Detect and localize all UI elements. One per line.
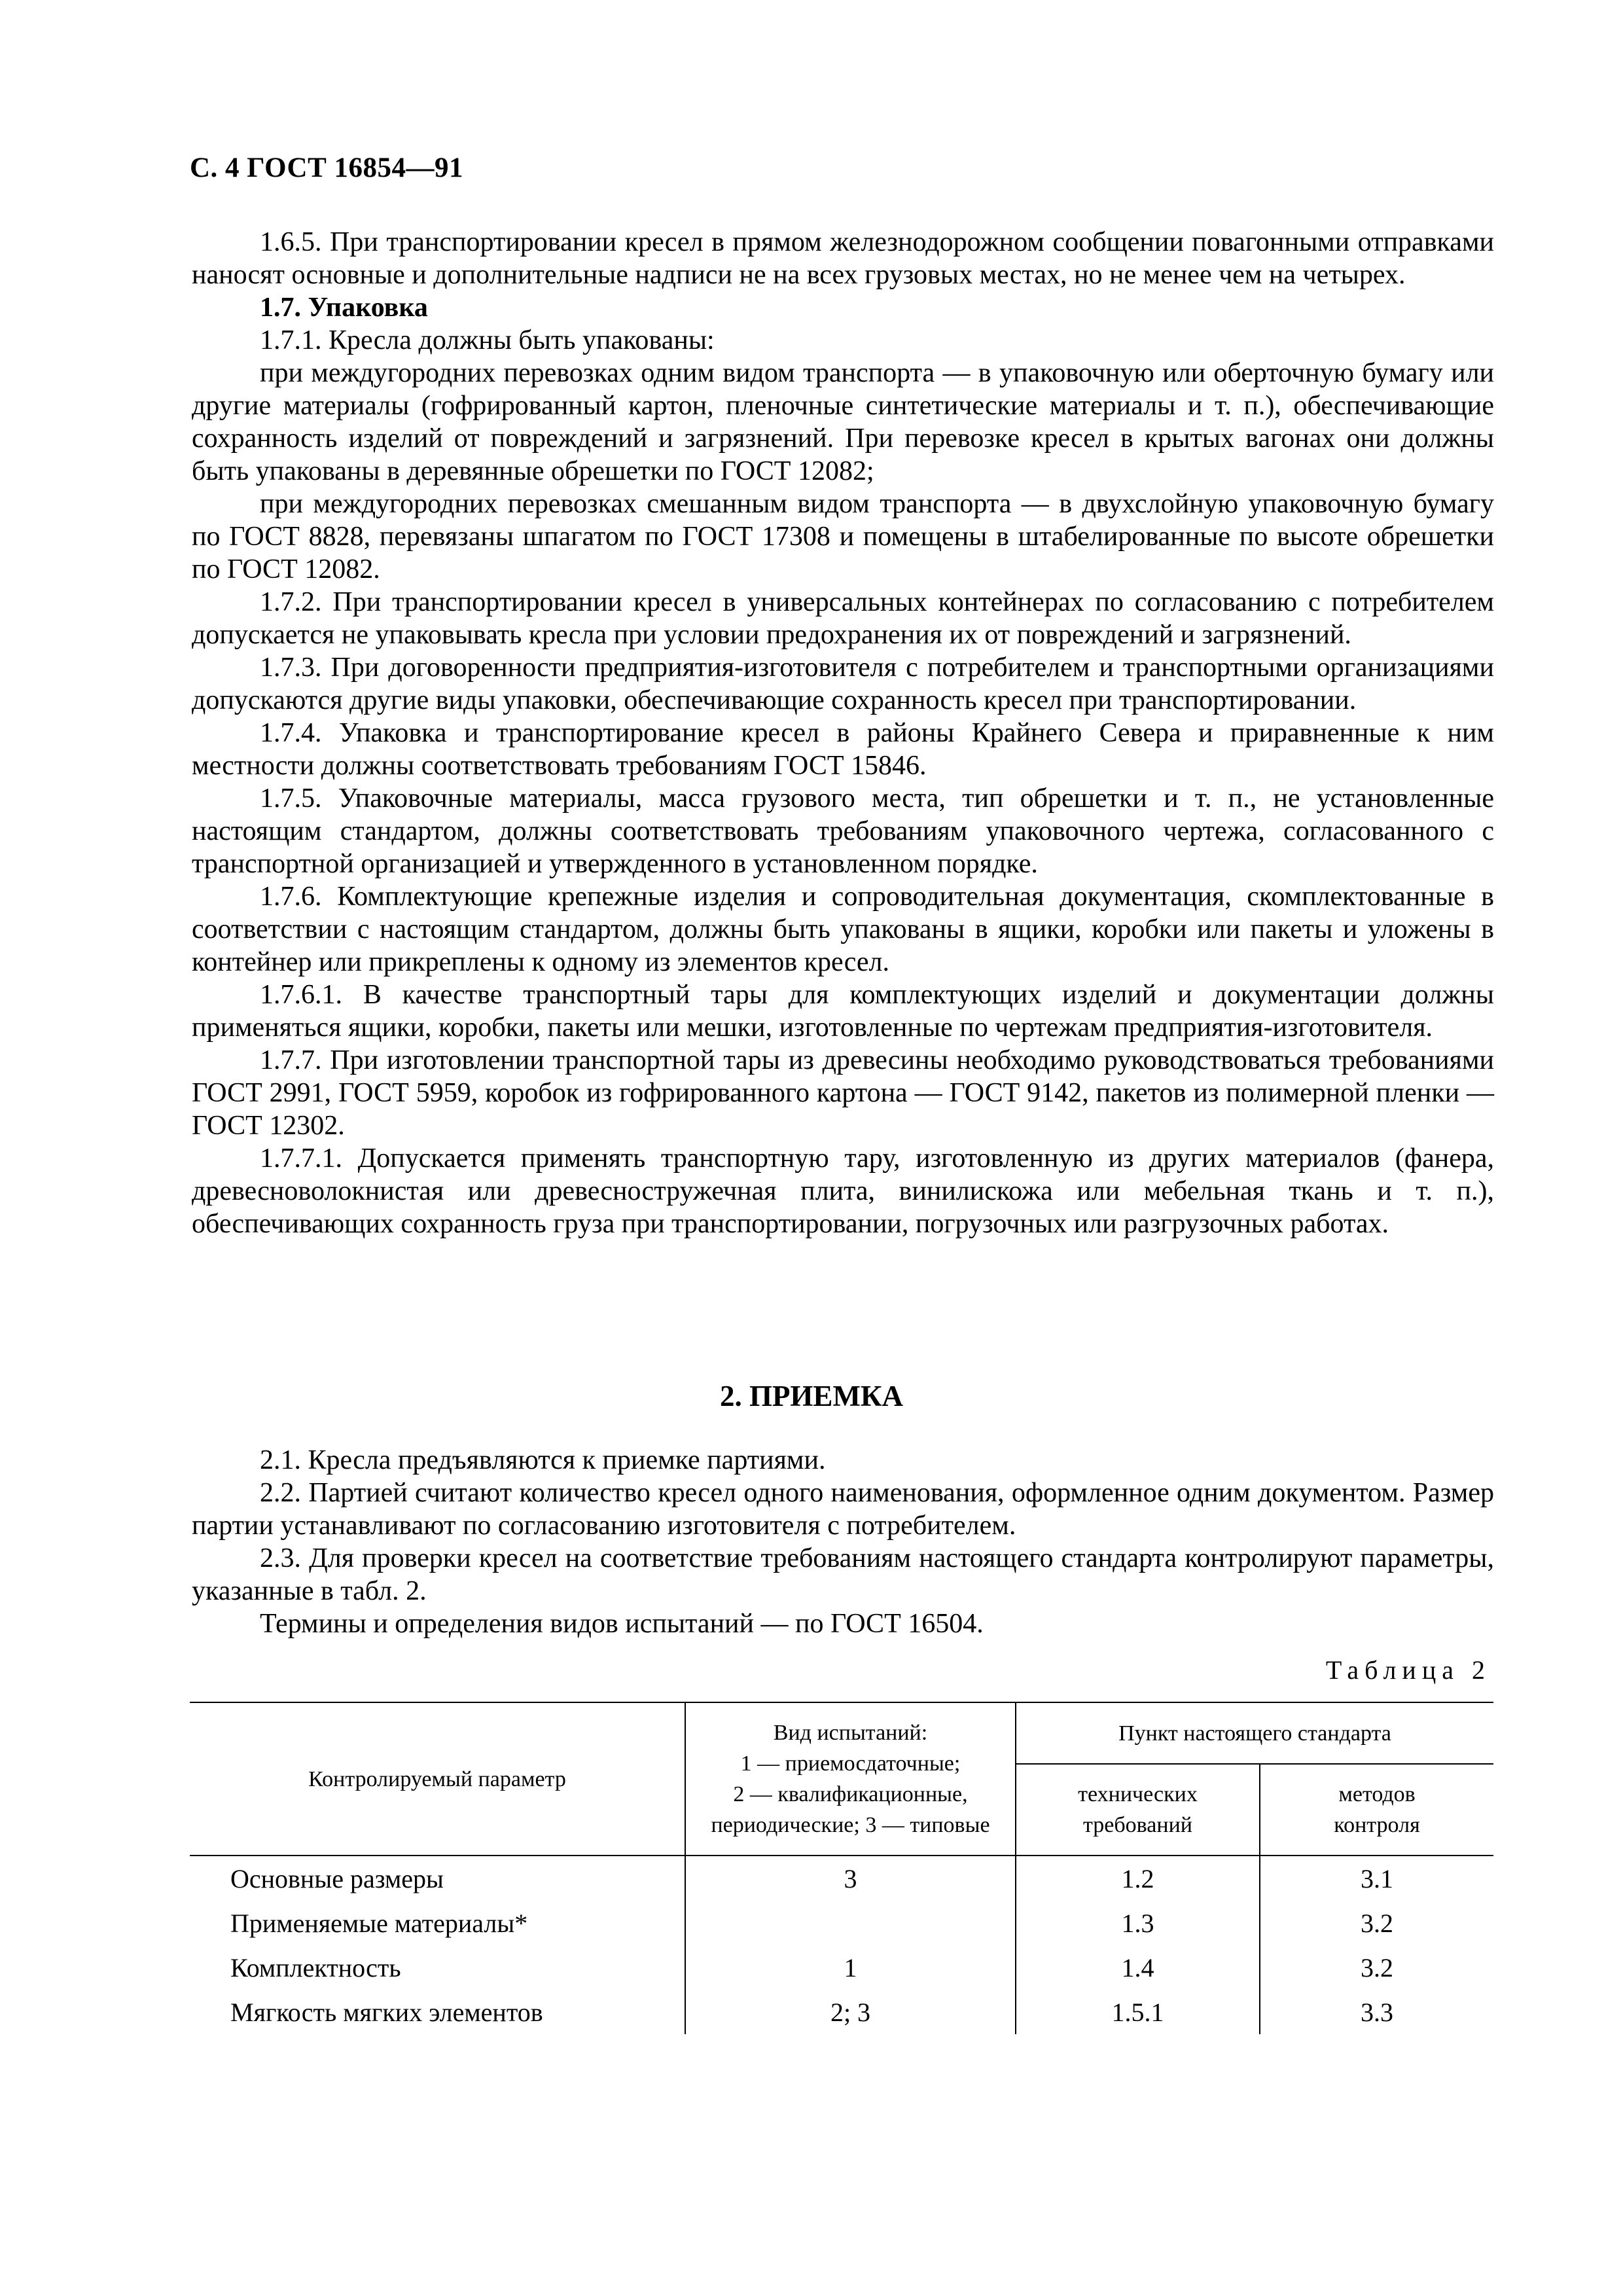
subsection-heading: 1.7. Упаковка — [260, 293, 428, 323]
cell-method: 3.1 — [1260, 1856, 1493, 1901]
header-tech — [1016, 1764, 1260, 1856]
cell-test: 1 — [685, 1945, 1016, 1990]
paragraph: Термины и определения видов испытаний — по ГОСТ 16504. — [260, 1609, 984, 1639]
paragraph: 1.7.7.1. Допускается применять транспортную тару, изготовленную из других материалов (фанера, древесноволокнистая или древесностружечная плита, винилискожа или мебельная ткань и т. п.), обеспечивающих сохранность груза при транспортировании, погрузочных или разгрузочных работах. — [192, 1143, 1494, 1239]
header-param: Контролируемый параметр — [190, 1702, 685, 1856]
section-heading: 2. ПРИЕМКА — [719, 1380, 904, 1412]
cell-param: Основные размеры — [230, 1863, 444, 1893]
section-text — [192, 1444, 1494, 1640]
cell-test: 3 — [685, 1856, 1016, 1901]
paragraph: 1.7.5. Упаковочные материалы, масса грузового места, тип обрешетки и т. п., не установленные настоящим стандартом, должны соответствовать требованиям упаковочного чертежа, согласованного с транспортной организацией и утвержденного в установленном порядке. — [192, 783, 1494, 879]
paragraph: при междугородних перевозках смешанным видом транспорта — в двухслойную упаковочную бумагу по ГОСТ 8828, перевязаны шпагатом по ГОСТ 17308 и помещены в штабелированные по высоте обрешетки по ГОСТ 12082. — [192, 489, 1494, 584]
header-line: требований — [1083, 1813, 1192, 1837]
cell-tech: 1.3 — [1016, 1901, 1260, 1945]
table-row — [190, 1856, 1493, 1901]
paragraph: 2.2. Партией считают количество кресел одного наименования, оформленное одним документом. Размер партии устанавливают по согласованию изготовителя с потребителем. — [192, 1478, 1494, 1541]
table-row — [190, 1901, 1493, 1945]
cell-param: Комплектность — [230, 1952, 401, 1982]
cell-method: 3.2 — [1260, 1901, 1493, 1945]
cell-method: 3.2 — [1260, 1945, 1493, 1990]
table-row — [190, 1990, 1493, 2034]
paragraph: при междугородних перевозках одним видом транспорта — в упаковочную или оберточную бумагу или другие материалы (гофрированный картон, пленочные синтетические материалы и т. п.), обеспечивающие сохранность изделий от повреждений и загрязнений. При перевозке кресел в крытых вагонах они должны быть упакованы в деревянные обрешетки по ГОСТ 12082; — [192, 358, 1494, 486]
header-clause: Пункт настоящего стандарта — [1016, 1702, 1493, 1764]
header-line: Вид испытаний: — [773, 1721, 928, 1745]
header-test-kind — [685, 1702, 1016, 1856]
paragraph: 2.1. Кресла предъявляются к приемке партиями. — [260, 1445, 826, 1475]
paragraph: 2.3. Для проверки кресел на соответствие требованиям настоящего стандарта контролируют параметры, указанные в табл. 2. — [192, 1543, 1494, 1606]
header-line: 1 — приемосдаточные; — [740, 1751, 961, 1776]
paragraph: 1.7.2. При транспортировании кресел в универсальных контейнерах по согласованию с потребителем допускается не упаковывать кресла при условии предохранения их от повреждений и загрязнений. — [192, 587, 1494, 650]
table-caption: Таблица 2 — [1325, 1655, 1491, 1685]
cell-method: 3.3 — [1260, 1990, 1493, 2034]
header-line: периодические; 3 — типовые — [711, 1813, 990, 1837]
paragraph: 1.7.1. Кресла должны быть упакованы: — [260, 325, 715, 355]
cell-test: 2; 3 — [685, 1990, 1016, 2034]
page-header: С. 4 ГОСТ 16854—91 — [190, 152, 464, 183]
header-line: методов — [1338, 1782, 1416, 1806]
cell-test — [685, 1901, 1016, 1945]
header-line: технических — [1078, 1782, 1198, 1806]
cell-param: Применяемые материалы* — [230, 1908, 528, 1938]
paragraph: 1.6.5. При транспортировании кресел в прямом железнодорожном сообщении повагонными отправками наносят основные и дополнительные надписи не на всех грузовых местах, но не менее чем на четырех. — [192, 227, 1494, 290]
parameters-table — [190, 1702, 1493, 2034]
cell-tech: 1.4 — [1016, 1945, 1260, 1990]
header-line: контроля — [1334, 1813, 1420, 1837]
paragraph: 1.7.3. При договоренности предприятия-изготовителя с потребителем и транспортными организациями допускаются другие виды упаковки, обеспечивающие сохранность кресел при транспортировании. — [192, 653, 1494, 715]
header-line: 2 — квалификационные, — [733, 1782, 968, 1806]
paragraph: 1.7.6.1. В качестве транспортный тары для комплектующих изделий и документации должны применяться ящики, коробки, пакеты или мешки, изготовленные по чертежам предприятия-изготовителя. — [192, 980, 1494, 1043]
cell-tech: 1.2 — [1016, 1856, 1260, 1901]
paragraph: 1.7.4. Упаковка и транспортирование кресел в районы Крайнего Севера и приравненные к ним местности должны соответствовать требованиям ГОСТ 15846. — [192, 718, 1494, 781]
cell-tech: 1.5.1 — [1016, 1990, 1260, 2034]
paragraph: 1.7.7. При изготовлении транспортной тары из древесины необходимо руководствоваться требованиями ГОСТ 2991, ГОСТ 5959, коробок из гофрированного картона — ГОСТ 9142, пакетов из полимерной пленки — ГОСТ 12302. — [192, 1045, 1494, 1141]
cell-param: Мягкость мягких элементов — [230, 1997, 543, 2027]
header-methods — [1260, 1764, 1493, 1856]
body-text — [192, 226, 1494, 1240]
table-row — [190, 1945, 1493, 1990]
paragraph: 1.7.6. Комплектующие крепежные изделия и сопроводительная документация, скомплектованные в соответствии с настоящим стандартом, должны быть упакованы в ящики, коробки или пакеты и уложены в контейнер или прикреплены к одному из элементов кресел. — [192, 882, 1494, 977]
